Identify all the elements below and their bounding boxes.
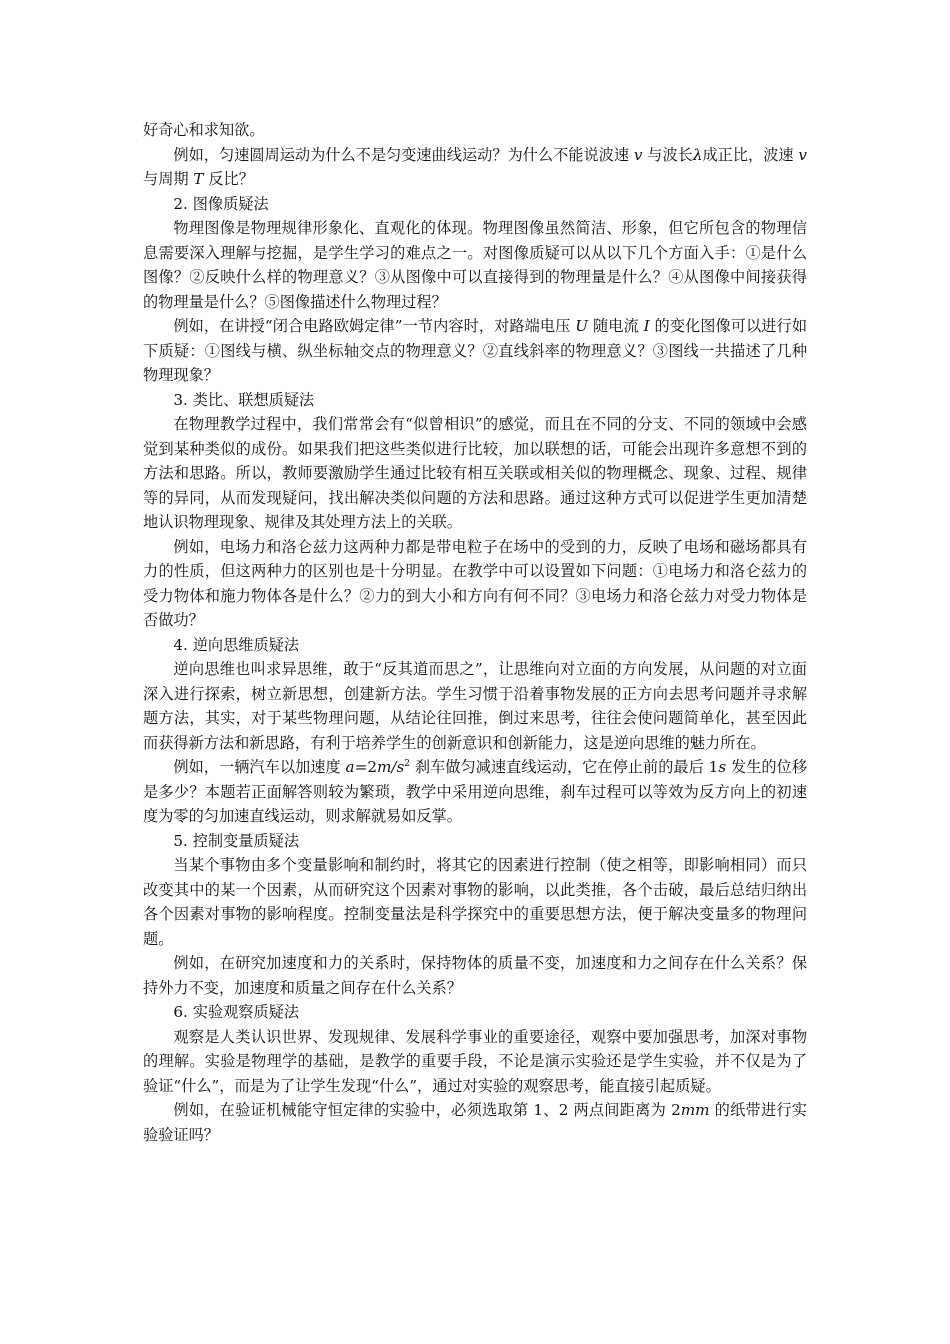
text-run: 的纸带进行实验验证吗？	[143, 1101, 807, 1144]
variable-I: I	[643, 317, 650, 335]
variable-v: v	[798, 145, 808, 164]
variable-a: a	[345, 758, 355, 776]
paragraph-experiment-observation: 观察是人类认识世界、发现规律、发展科学事业的重要途径，观察中要加强思考，加深对事物的理解。实验是物理学的基础，是教学的重要手段，不论是演示实验还是学生实验，并不仅是为了验证“什么”，而是为了让学生发现“什么”，通过对实验的观察思考，能直接引起质疑。	[143, 1027, 807, 1095]
text-run: 随电流	[588, 317, 644, 335]
variable-T: T	[193, 170, 204, 188]
exponent: 2	[404, 758, 411, 769]
text-run: 与周期	[143, 170, 194, 188]
section-heading-2: 2. 图像质疑法	[173, 194, 269, 213]
paragraph-control-variable: 当某个事物由多个变量影响和制约时，将其它的因素进行控制（使之相等，即影响相同）而只改变其中的某一个因素，从而研究这个因素对事物的影响，以此类推，各个击破，最后总结归纳出各个因素对事物的影响程度。控制变量法是科学探究中的重要思想方法，便于解决变量多的物理问题。	[143, 856, 807, 948]
example-circular-motion	[143, 143, 807, 192]
example-braking-car	[143, 755, 807, 829]
text-run: 例如，在验证机械能守恒定律的实验中，必须选取第 1、2 两点间距离为 2	[173, 1101, 681, 1119]
variable-lambda: λ	[692, 145, 703, 164]
example-acceleration-force: 例如，在研究加速度和力的关系时，保持物体的质量不变，加速度和力之间存在什么关系？保持外力不变，加速度和质量之间存在什么关系？	[143, 954, 807, 997]
text-run: 例如，一辆汽车以加速度	[173, 758, 346, 776]
unit-s: s	[718, 758, 727, 776]
section-heading-4: 4. 逆向思维质疑法	[173, 635, 300, 654]
variable-v: v	[633, 145, 643, 164]
unit-mm: mm	[680, 1101, 710, 1119]
text-run: 例如，匀速圆周运动为什么不是匀变速曲线运动？为什么不能说波速	[173, 145, 634, 164]
text-run: 发生的位移是多少？本题若正面解答则较为繁琐，教学中采用逆向思维，刹车过程可以等效为反方向上的初速度为零的匀加速直线运动，则求解就易如反掌。	[143, 758, 808, 825]
document-body	[143, 118, 807, 1147]
text-run: 刹车做匀减速直线运动，它在停止前的最后 1	[410, 758, 719, 776]
example-lorentz-force: 例如，电场力和洛仑兹力这两种力都是带电粒子在场中的受到的力，反映了电场和磁场都具有力的性质，但这两种力的区别也是十分明显。在教学中可以设置如下问题：①电场力和洛仑兹力的受力物体和施力物体各是什么？②力的到大小和方向有何不同？③电场力和洛仑兹力对受力物体是否做功？	[143, 537, 807, 629]
text-run: 反比？	[203, 170, 254, 188]
text-run: 的变化图像可以进行如下质疑：①图线与横、纵坐标轴交点的物理意义？②直线斜率的物理意义？③图线一共描述了几种物理现象？	[143, 317, 808, 384]
text-run: 与波长	[642, 145, 693, 164]
text-run: 成正比，波速	[702, 145, 799, 164]
unit-m-per-s: m/s	[376, 758, 405, 776]
paragraph-intro-end: 好奇心和求知欲。	[143, 121, 265, 139]
variable-U: U	[575, 317, 589, 335]
example-ohms-law	[143, 314, 807, 388]
example-mechanical-energy	[143, 1098, 807, 1147]
section-heading-6: 6. 实验观察质疑法	[173, 1003, 300, 1021]
text-run: =2	[354, 758, 377, 776]
paragraph-image-method: 物理图像是物理规律形象化、直观化的体现。物理图像虽然简洁、形象，但它所包含的物理信息需要深入理解与挖掘，是学生学习的难点之一。对图像质疑可以从以下几个方面入手：①是什么图像？②反映什么样的物理意义？③从图像中可以直接得到的物理量是什么？④从图像中间接获得的物理量是什么？⑤图像描述什么物理过程？	[143, 219, 807, 311]
text-run: 例如，在讲授“闭合电路欧姆定律”一节内容时，对路端电压	[173, 317, 576, 335]
paragraph-reverse-thinking: 逆向思维也叫求异思维，敢于“反其道而思之”，让思维向对立面的方向发展，从问题的对立面深入进行探索，树立新思想，创建新方法。学生习惯于沿着事物发展的正方向去思考问题并寻求解题方法，其实，对于某些物理问题，从结论往回推，倒过来思考，往往会使问题简单化，甚至因此而获得新方法和新思路，有利于培养学生的创新意识和创新能力，这是逆向思维的魅力所在。	[143, 660, 807, 752]
section-heading-3: 3. 类比、联想质疑法	[173, 390, 315, 409]
paragraph-analogy-method: 在物理教学过程中，我们常常会有“似曾相识”的感觉，而且在不同的分支、不同的领域中会感觉到某种类似的成份。如果我们把这些类似进行比较，加以联想的话，可能会出现许多意想不到的方法和思路。所以，教师要激励学生通过比较有相互关联或相关似的物理概念、现象、过程、规律等的异同，从而发现疑问，找出解决类似问题的方法和思路。通过这种方式可以促进学生更加清楚地认识物理现象、规律及其处理方法上的关联。	[143, 415, 807, 531]
section-heading-5: 5. 控制变量质疑法	[173, 831, 300, 850]
